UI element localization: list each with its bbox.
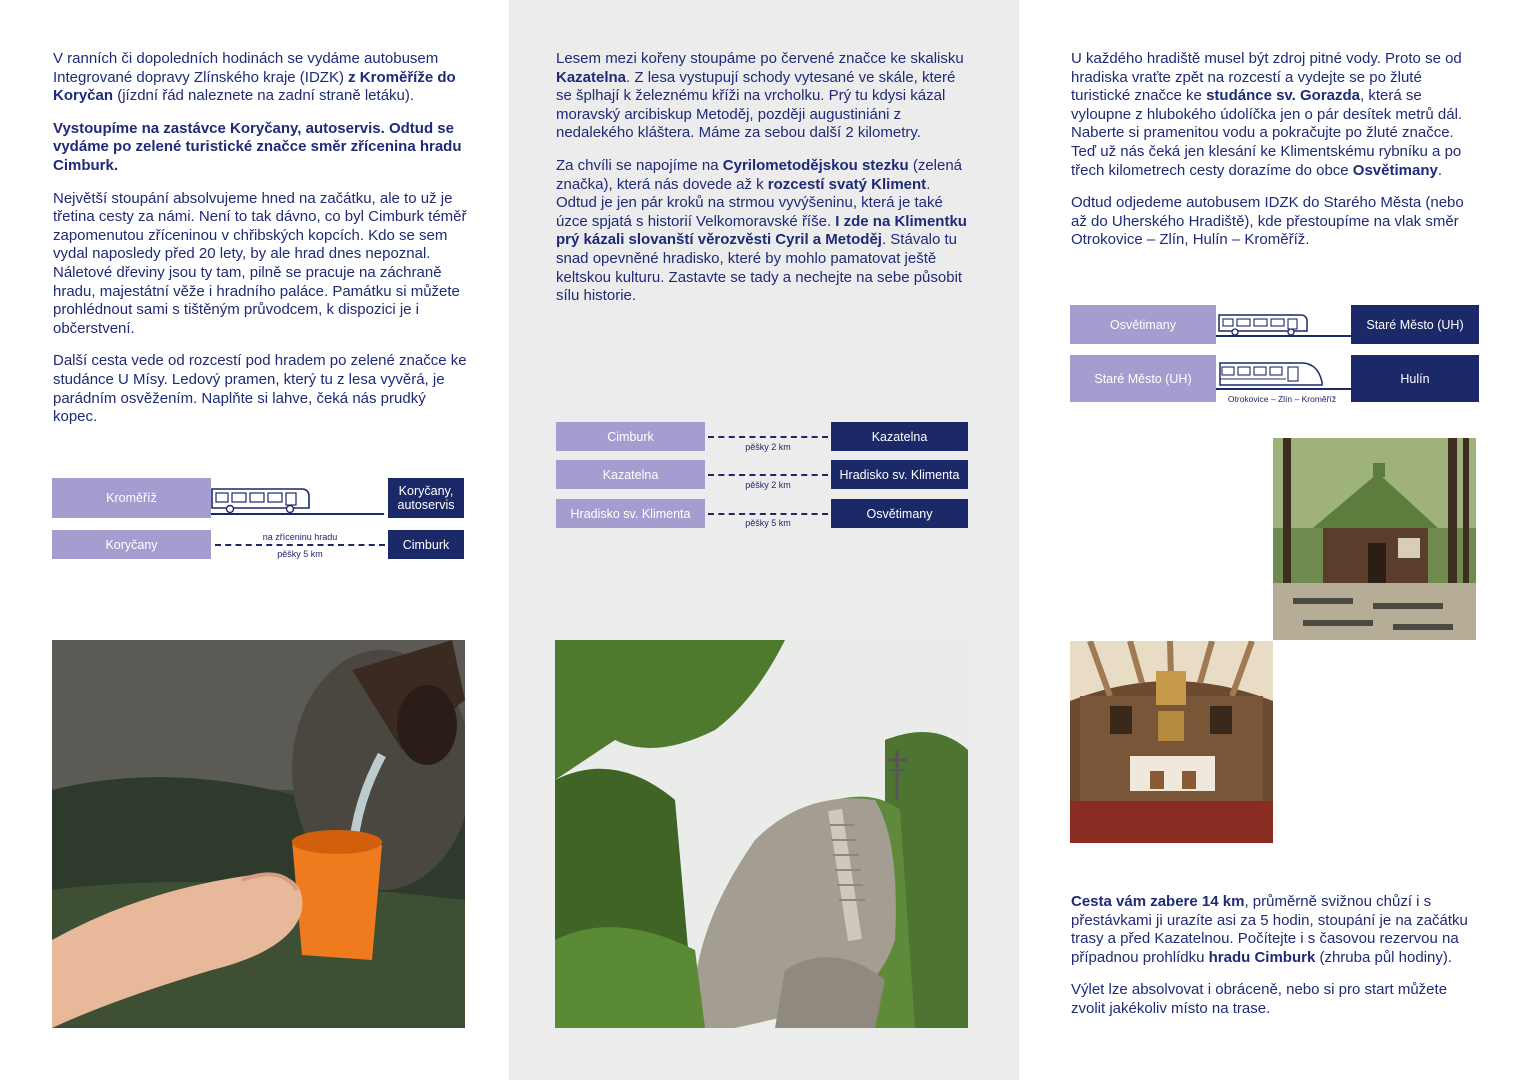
route-stop-stare-mesto: Staré Město (UH)	[1351, 305, 1479, 344]
col3-p3-text-b: , průměrně svižnou chůzí i s přestávkami ji urazíte asi za 5 hodin, stoupání je na začátku trasy a před Kazatelnou. Počítejte i s časovou rezervou na případnou prohlídku	[1071, 893, 1468, 966]
route-note-2: pěšky 2 km	[745, 480, 791, 490]
col3-paragraph-1	[1071, 50, 1481, 180]
col1-paragraph-2	[53, 120, 473, 176]
col3-paragraph-4: Výlet lze absolvovat i obráceně, nebo si pro start můžete zvolit jakékoliv místo na trase.	[1071, 981, 1448, 1017]
col1-p1-bold: z Kroměříže do Koryčan	[53, 68, 456, 105]
col3-text	[1071, 50, 1481, 264]
photo-chapel-interior	[1070, 641, 1273, 843]
train-line	[1216, 388, 1351, 390]
photo-chapel-forest	[1273, 438, 1476, 640]
col2-p2-bold-f: I zde na Klimentku prý kázali slovanští věrozvěsti Cyril a Metoděj	[556, 212, 967, 249]
col2-paragraph-2	[556, 157, 968, 306]
photo-spring-cup	[52, 640, 465, 1028]
route-stop-kromeriz: Kroměříž	[52, 478, 211, 518]
col2-text	[556, 50, 968, 320]
col1-paragraph-3: Největší stoupání absolvujeme hned na začátku, ale to už je třetina cesty za námi. Není to tak dávno, co byl Cimburk téměř zapomenutou zříceninou v chřibských kopcích. Kdo se sem vydal naposledy před 20 lety, by ale hrad dnes nepoznal. Náletové dřeviny jsou ty tam, pilně se pracuje na záchraně hradu, majestátní věže i hradního paláce. Památku si můžete prohlédnout sami s tištěným průvodcem, k dispozici je i občerstvení.	[53, 189, 467, 337]
col2-p2-text-a: Za chvíli se napojíme na	[556, 156, 723, 174]
col2-p2-text-g: . Stávalo tu snad opevněné hradisko, které by mohlo pamatovat ještě keltskou kulturu. Zastavte se tady a nechejte na sebe působit sílu historie.	[556, 231, 963, 305]
col2-paragraph-1	[556, 50, 968, 143]
col1-paragraph-1	[53, 50, 473, 106]
col1-text	[53, 50, 473, 441]
col3-p3-bold-c: hradu Cimburk	[1208, 948, 1316, 966]
route-stop-hradisko-2: Hradisko sv. Klimenta	[556, 499, 705, 528]
col2-p2-bold-d: rozcestí svatý Kliment	[767, 175, 927, 193]
route-stop-osvetimany: Osvětimany	[831, 499, 968, 528]
col1-p2-bold: Vystoupíme na zastávce Koryčany, autoservis. Odtud se vydáme po zelené turistické značce směr zřícenina hradu Cimburk.	[53, 119, 462, 174]
col2-p2-text-e: . Odtud je jen pár kroků na strmou vyvýšeninu, která je také úzce spjatá s historií Velkomoravské říše.	[556, 175, 943, 230]
train-route-note: Otrokovice – Zlín – Kroměříž	[1227, 394, 1337, 404]
col3-p1-text-a: U každého hradiště musel být zdroj pitné vody. Proto se od hradiska vraťte zpět na rozcestí a vydejte se po žluté turistické značce ke	[1071, 50, 1462, 105]
route-note-1: pěšky 2 km	[745, 442, 791, 452]
walk-line	[215, 544, 385, 546]
col1-p1-text: V ranních či dopoledních hodinách se vydáme autobusem Integrované dopravy Zlínského kraje (IDZK)	[53, 50, 439, 86]
col2-p2-bold-b: Cyrilometodějskou stezku	[722, 156, 909, 174]
col3-p3-bold-a: Cesta vám zabere 14 km	[1071, 893, 1245, 910]
bus-icon	[210, 486, 312, 514]
col3-p1-bold-d: Osvětimany	[1352, 161, 1438, 179]
walk-line-1	[708, 436, 828, 438]
col2-p2-text-c: (zelená značka), která nás dovede až k	[556, 156, 963, 193]
train-icon	[1218, 360, 1324, 388]
col3-p1-text-c: , která se vyloupne z hlubokého údolíčka jen o pár desítek metrů dál. Naberte si pramenitou vodu a pokračujte po žluté značce. Teď už nás čeká jen klesání ke Klimentskému rybníku a po třech kilometrech cesty dorazíme do obce	[1071, 87, 1463, 179]
col3-p3-text-d: (zhruba půl hodiny).	[1315, 948, 1453, 966]
col2-p1-text-end: . Z lesa vystupují schody vytesané ve skále, které se šplhají k železnému kříži na vrcholku. Prý tu kdysi kázal moravský arcibiskup Metoděj, později augustiniáni z nedalekého kláštera. Máme za sebou další 2 kilometry.	[556, 68, 956, 142]
route-stop-kazatelna: Kazatelna	[831, 422, 968, 451]
route-stop-hradisko: Hradisko sv. Klimenta	[831, 460, 968, 489]
route-note-distance: pěšky 5 km	[277, 549, 323, 559]
col1-p1-text-end: (jízdní řád naleznete na zadní straně letáku).	[113, 87, 415, 105]
route-stop-stare-mesto-2: Staré Město (UH)	[1070, 355, 1216, 402]
col1-paragraph-4: Další cesta vede od rozcestí pod hradem po zelené značce ke studánce U Mísy. Ledový pramen, který tu z lesa vyvěrá, je parádním osvěžením. Naplňte si lahve, čeká nás prudký kopec.	[53, 352, 467, 426]
col3-summary	[1071, 893, 1481, 1033]
bus-icon-2	[1217, 312, 1309, 336]
col2-p1-bold: Kazatelna	[556, 68, 627, 86]
photo-kazatelna-rock	[555, 640, 968, 1028]
route-note-3: pěšky 5 km	[745, 518, 791, 528]
route-stop-korycany-autoservis: Koryčany, autoservis	[388, 478, 464, 518]
route-stop-hulin: Hulín	[1351, 355, 1479, 402]
col2-p1-text: Lesem mezi kořeny stoupáme po červené značce ke skalisku	[556, 50, 964, 67]
route-stop-cimburk-2: Cimburk	[556, 422, 705, 451]
route-stop-kazatelna-2: Kazatelna	[556, 460, 705, 489]
route-note-castle: na zříceninu hradu	[262, 532, 338, 542]
col3-p1-text-e: .	[1437, 161, 1443, 179]
walk-line-2	[708, 474, 828, 476]
route-stop-cimburk: Cimburk	[388, 530, 464, 559]
col3-paragraph-2: Odtud odjedeme autobusem IDZK do Starého Města (nebo až do Uherského Hradiště), kde přestoupíme na vlak směr Otrokovice – Zlín, Hulín – Kroměříž.	[1071, 194, 1464, 249]
col3-p1-bold-b: studánce sv. Gorazda	[1206, 87, 1361, 105]
route-stop-osvetimany-2: Osvětimany	[1070, 305, 1216, 344]
walk-line-3	[708, 513, 828, 515]
col3-paragraph-3	[1071, 893, 1481, 967]
route-stop-korycany: Koryčany	[52, 530, 211, 559]
